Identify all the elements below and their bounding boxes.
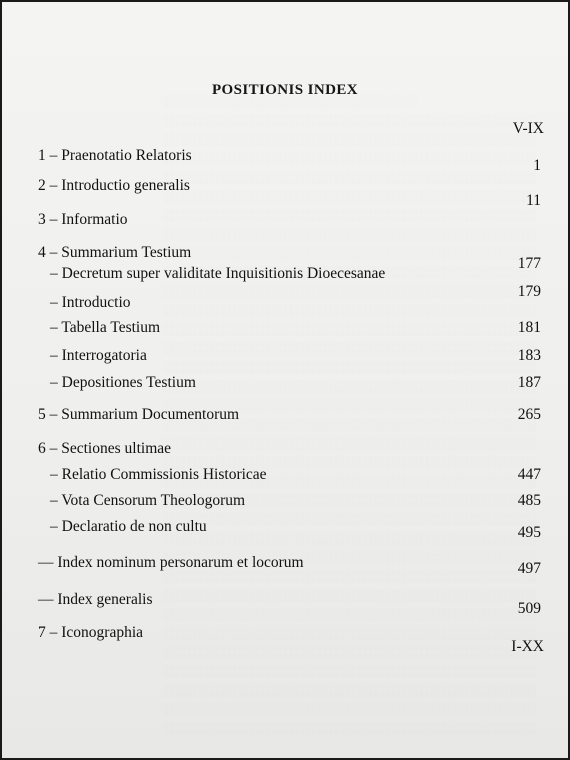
toc-entry-page: 179 <box>517 283 541 300</box>
toc-entry-label: — Index nominum personarum et locorum <box>38 554 304 571</box>
toc-entry-label: 4 – Summarium Testium <box>38 244 192 261</box>
toc-entry <box>2 492 568 512</box>
toc-entry-page: 447 <box>517 466 541 483</box>
toc-entry-label: – Interrogatoria <box>50 347 147 364</box>
toc-entry-label: – Depositiones Testium <box>50 374 196 391</box>
toc-entry-label: – Introductio <box>50 294 131 311</box>
toc-entry-page-row <box>2 600 568 620</box>
toc-entry <box>2 466 568 486</box>
toc-entry <box>2 406 568 426</box>
toc-entry-page: 187 <box>517 374 541 391</box>
toc-entry-page-row <box>2 157 568 177</box>
toc-entry <box>2 120 568 140</box>
toc-entry <box>2 319 568 339</box>
toc-entry-label: 6 – Sectiones ultimae <box>38 440 172 457</box>
toc-entry <box>2 374 568 394</box>
toc-entry-label: – Vota Censorum Theologorum <box>50 492 246 509</box>
toc-entry-label: 2 – Introductio generalis <box>38 177 190 194</box>
toc-entry-label: 5 – Summarium Documentorum <box>38 406 240 423</box>
toc-entry <box>2 211 568 231</box>
toc-entry-label: 1 – Praenotatio Relatoris <box>38 147 192 164</box>
toc-entry-page: 11 <box>526 192 541 209</box>
toc-entry-page: V-IX <box>512 120 544 137</box>
book-page <box>2 2 568 758</box>
toc-entry-label: – Declaratio de non cultu <box>50 518 207 535</box>
toc-entry-page-row <box>2 192 568 212</box>
toc-entry-label: 7 – Iconographia <box>38 624 144 641</box>
toc-entry-label: – Relatio Commissionis Historicae <box>50 466 267 483</box>
toc-entry-page: 485 <box>517 492 541 509</box>
toc-entry-page-row <box>2 283 568 303</box>
toc-entry-page-row <box>2 638 568 658</box>
toc-entry-page: 497 <box>517 560 541 577</box>
toc-entry-page: 509 <box>517 600 541 617</box>
toc-entry-page-row <box>2 524 568 544</box>
toc-entry-page: 181 <box>517 319 541 336</box>
toc-entry-page: 495 <box>517 524 541 541</box>
toc-entry-page: 265 <box>517 406 541 423</box>
toc-entry-page: 1 <box>533 157 541 174</box>
toc-entry-page: I-XX <box>511 638 544 655</box>
toc-entry-label: – Tabella Testium <box>50 319 161 336</box>
toc-entry-label: 3 – Informatio <box>38 211 128 228</box>
toc-entry-page: 183 <box>517 347 541 364</box>
toc-entry-page-row <box>2 255 568 275</box>
toc-entry-page-row <box>2 560 568 580</box>
toc-entry-label: – Decretum super validitate Inquisitionis Dioecesanae <box>50 265 386 282</box>
page-title: POSITIONIS INDEX <box>211 82 359 98</box>
toc-entry-page: 177 <box>517 255 541 272</box>
toc-entry <box>2 347 568 367</box>
table-of-contents <box>2 2 568 758</box>
toc-entry-label: — Index generalis <box>38 591 153 608</box>
toc-entry <box>2 440 568 460</box>
